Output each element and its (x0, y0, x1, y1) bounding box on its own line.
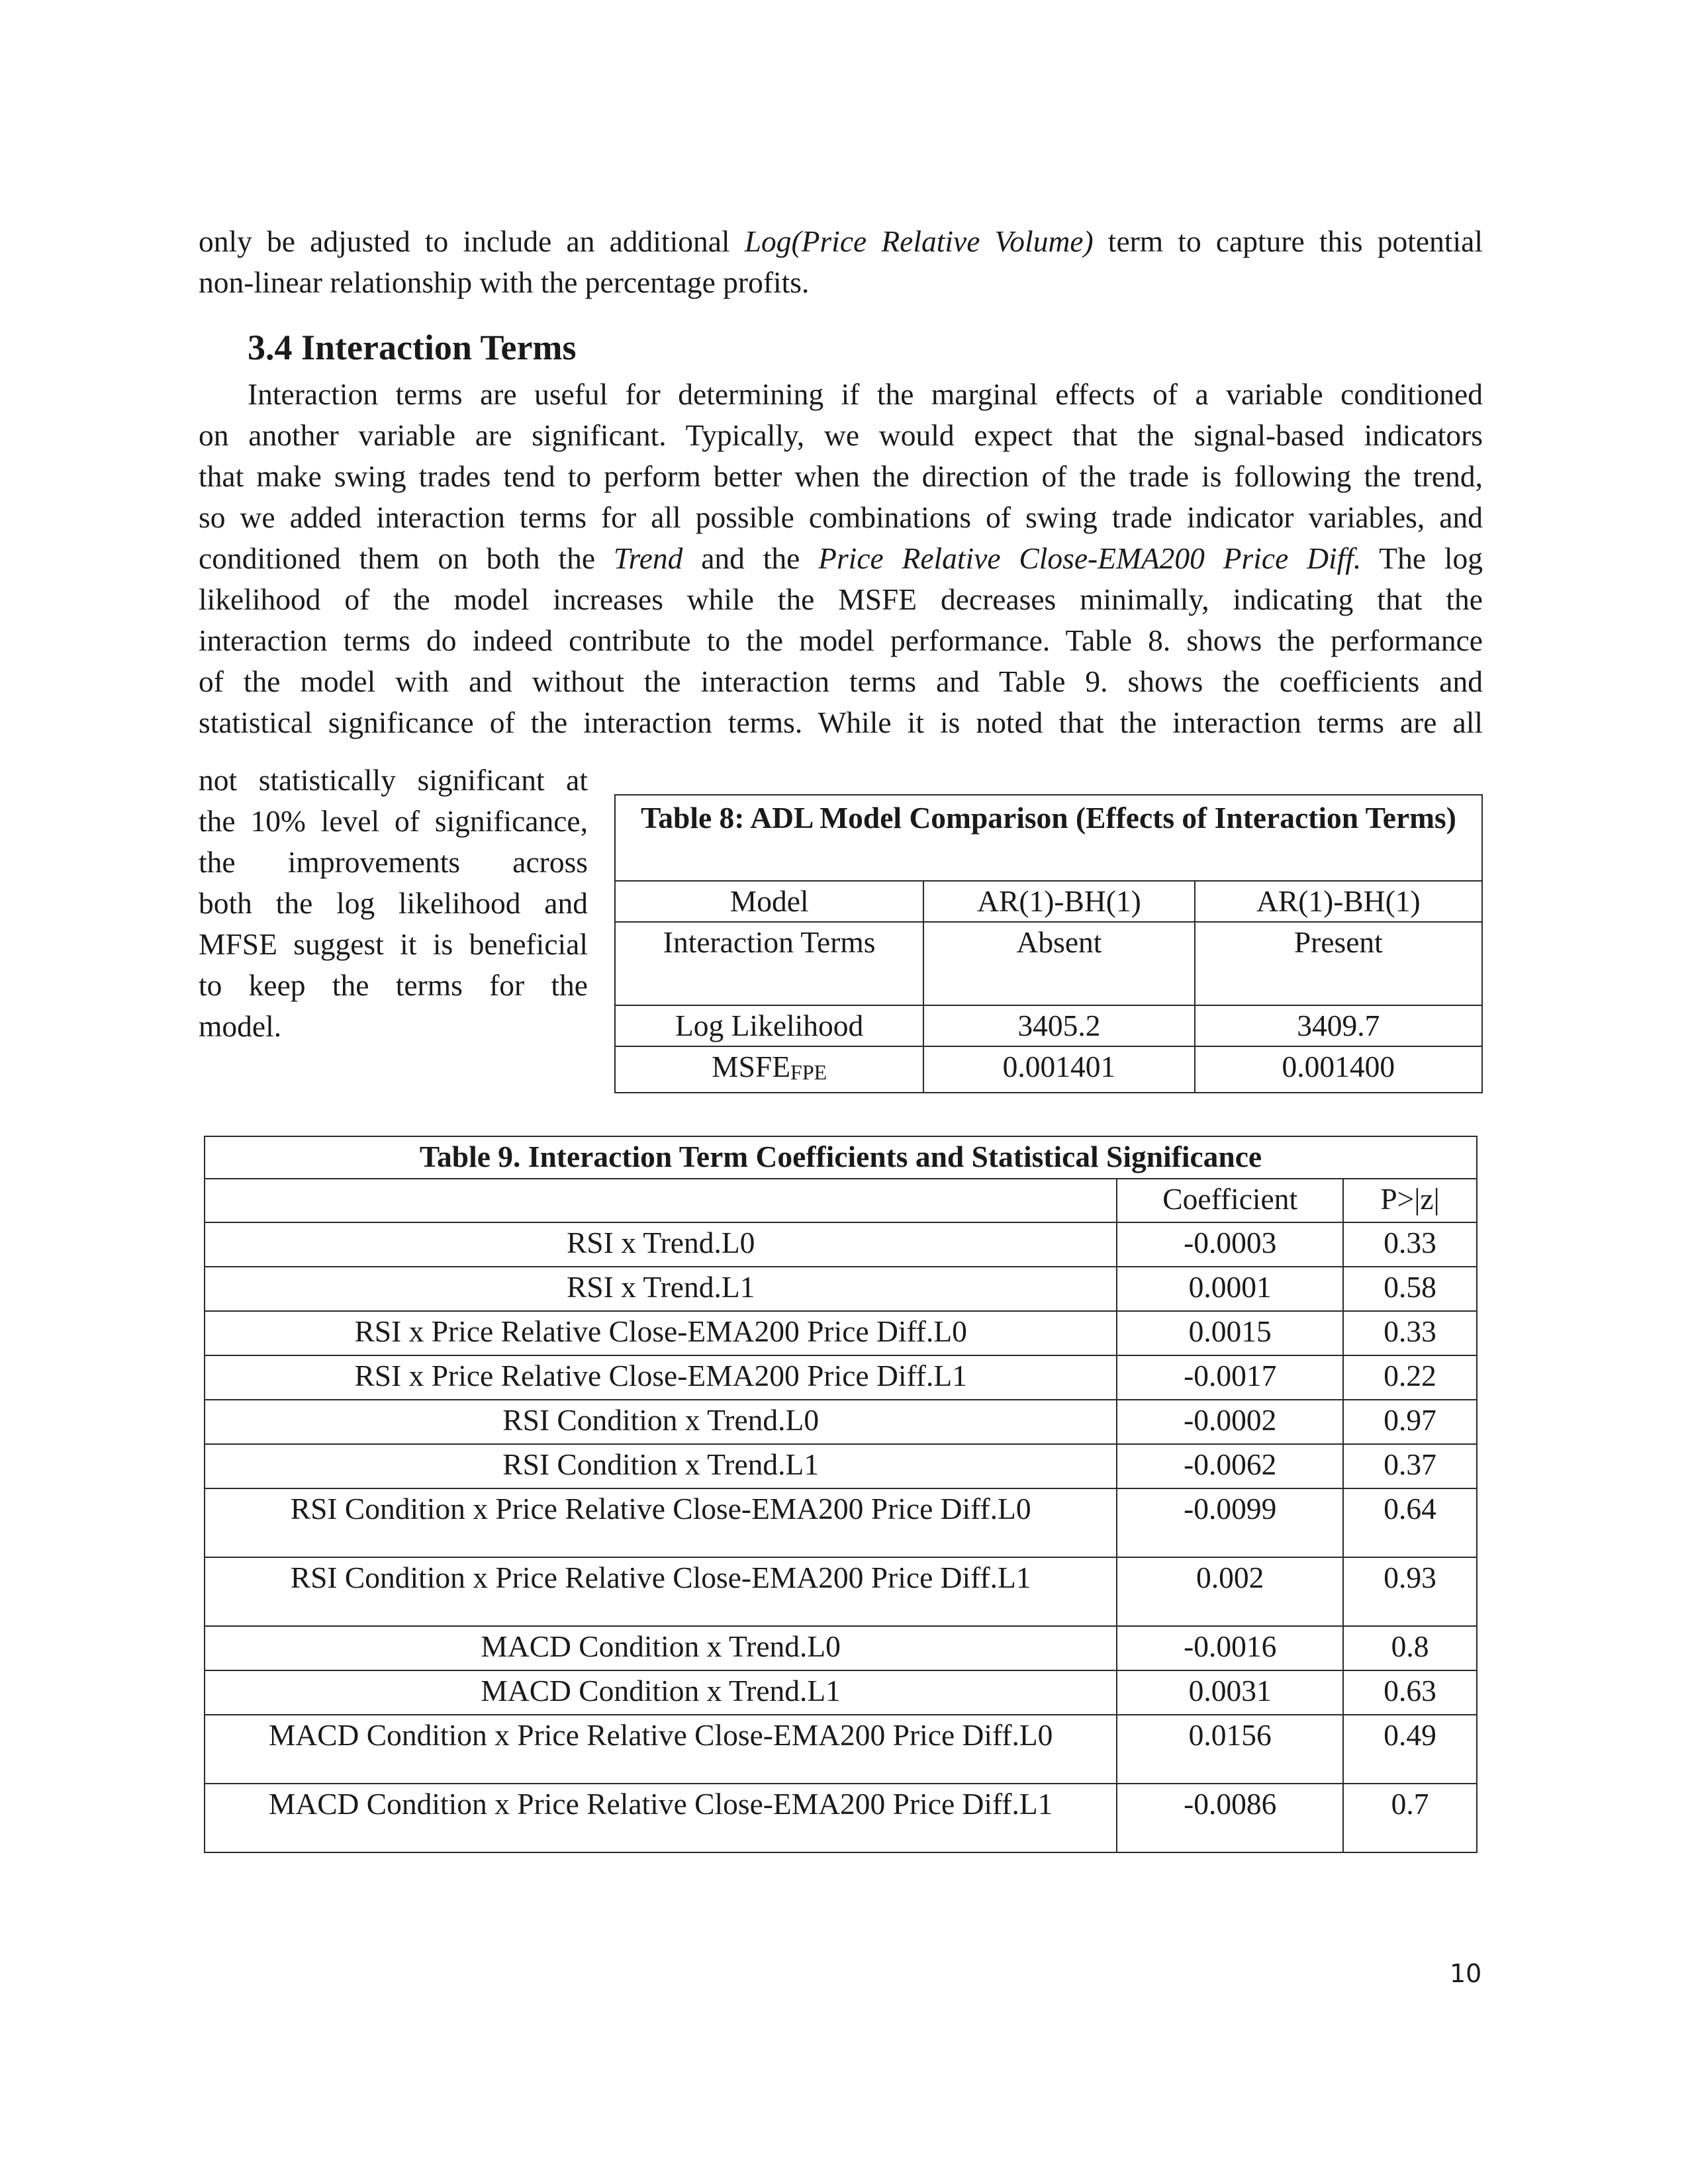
intro-paragraph (199, 221, 1483, 303)
table-row: RSI Condition x Price Relative Close-EMA200 Price Diff.L0 -0.0099 0.64 (205, 1488, 1477, 1557)
body-line-7: interaction terms do indeed contribute to the model performance. Table 8. shows the performance (199, 623, 1483, 657)
side-line-4: both the log likelihood and (199, 886, 588, 920)
table-8-row-model: Model AR(1)-BH(1) AR(1)-BH(1) (615, 881, 1482, 922)
table-9-col-coefficient: Coefficient (1117, 1179, 1343, 1222)
side-paragraph (199, 760, 588, 1047)
body-paragraph (199, 374, 1483, 743)
table-row: RSI x Price Relative Close-EMA200 Price Diff.L1 -0.0017 0.22 (205, 1355, 1477, 1400)
table-8-title: Table 8: ADL Model Comparison (Effects of Interaction Terms) (615, 795, 1482, 881)
table-9-col-p: P>|z| (1343, 1179, 1477, 1222)
side-line-3: the improvements across (199, 845, 588, 879)
table-8-row-loglik: Log Likelihood 3405.2 3409.7 (615, 1005, 1482, 1046)
intro-line-2: non-linear relationship with the percentage profits. (199, 265, 810, 299)
table-row: RSI x Trend.L1 0.0001 0.58 (205, 1267, 1477, 1311)
table-9-interaction-coefficients (204, 1136, 1477, 1853)
body-line-8: of the model with and without the interaction terms and Table 9. shows the coefficients and (199, 664, 1483, 698)
intro-line-1: only be adjusted to include an additional Log(Price Relative Volume) term to capture this potential (199, 224, 1483, 258)
table-row: MACD Condition x Price Relative Close-EMA200 Price Diff.L1 -0.0086 0.7 (205, 1784, 1477, 1852)
table-row: MACD Condition x Trend.L0 -0.0016 0.8 (205, 1626, 1477, 1670)
table-8-model-comparison (614, 794, 1483, 1093)
body-line-2: on another variable are significant. Typically, we would expect that the signal-based indicators (199, 418, 1483, 452)
table-row: RSI Condition x Trend.L1 -0.0062 0.37 (205, 1444, 1477, 1488)
side-line-6: to keep the terms for the (199, 968, 588, 1002)
italic-price-diff: Price Relative Close-EMA200 Price Diff. (818, 541, 1362, 575)
body-line-9: statistical significance of the interaction terms. While it is noted that the interaction terms are all (199, 705, 1483, 739)
side-line-7: model. (199, 1009, 282, 1043)
side-line-2: the 10% level of significance, (199, 804, 588, 838)
table-8-title-row (615, 795, 1482, 881)
body-line-3: that make swing trades tend to perform better when the direction of the trade is following the trend, (199, 459, 1483, 493)
side-line-5: MFSE suggest it is beneficial (199, 927, 588, 961)
body-line-1: Interaction terms are useful for determining if the marginal effects of a variable conditioned (248, 377, 1483, 411)
table-row: RSI x Price Relative Close-EMA200 Price Diff.L0 0.0015 0.33 (205, 1311, 1477, 1355)
intro-italic-term: Log(Price Relative Volume) (744, 224, 1094, 258)
table-8-row-interaction: Interaction Terms Absent Present (615, 922, 1482, 1005)
table-row: MACD Condition x Trend.L1 0.0031 0.63 (205, 1670, 1477, 1715)
section-heading: 3.4 Interaction Terms (248, 328, 577, 367)
table-9-header-row (205, 1179, 1477, 1222)
table-row: RSI Condition x Trend.L0 -0.0002 0.97 (205, 1400, 1477, 1444)
table-9-title: Table 9. Interaction Term Coefficients and Statistical Significance (205, 1136, 1477, 1179)
table-row: RSI Condition x Price Relative Close-EMA200 Price Diff.L1 0.002 0.93 (205, 1557, 1477, 1626)
side-line-1: not statistically significant at (199, 763, 588, 797)
italic-trend: Trend (613, 541, 683, 575)
table-9-title-row (205, 1136, 1477, 1179)
body-line-4: so we added interaction terms for all possible combinations of swing trade indicator variables, and (199, 500, 1483, 534)
table-row: MACD Condition x Price Relative Close-EMA200 Price Diff.L0 0.0156 0.49 (205, 1715, 1477, 1784)
page-number: 10 (1450, 1959, 1482, 1988)
body-line-6: likelihood of the model increases while the MSFE decreases minimally, indicating that the (199, 582, 1483, 616)
table-8-row-msfe: $MSFE_{FPE}$ 0.001401 0.001400 (615, 1046, 1482, 1093)
table-row: RSI x Trend.L0 -0.0003 0.33 (205, 1222, 1477, 1267)
body-line-5: conditioned them on both the Trend and the Price Relative Close-EMA200 Price Diff. The log (199, 541, 1483, 575)
